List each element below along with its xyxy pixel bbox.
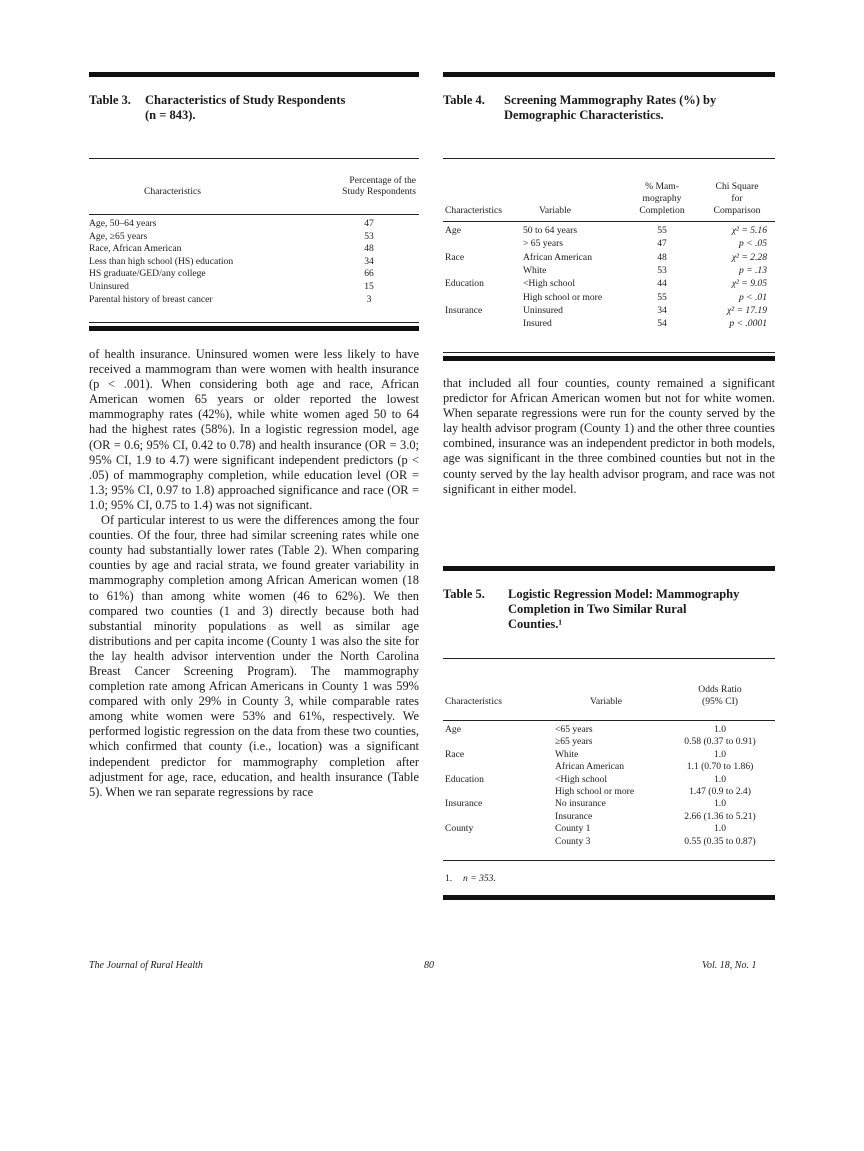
table-4-row-percentage: 48 xyxy=(657,251,667,263)
table-4-row-variable: > 65 years xyxy=(523,238,564,250)
table-4-row-variable: Insured xyxy=(523,318,552,330)
table-5-title-line2: Completion in Two Similar Rural xyxy=(508,602,687,616)
right-body-text xyxy=(443,376,775,497)
left-paragraph-1: of health insurance. Uninsured women were less likely to have received a mammogram than were women with health insurance (p < .001). When considering both age and race, African American women 65 years or older reported the lowest mammography rates (42%), while white women aged 50 to 64 had the highest rates (58%). In a logistic regression model, age (OR = 0.6; 95% CI, 0.42 to 0.78) and health insurance (OR = 3.0; 95% CI, 1.9 to 4.7) were significant independent predictors (p < .05) of mammography completion, while education level (OR = 1.3; 95% CI, 0.97 to 1.8) approached significance and race (OR = 1.0; 95% CI, 0.75 to 1.4) was not significant. xyxy=(89,347,419,512)
table-5-row-odds-ratio: 0.55 (0.35 to 0.87) xyxy=(684,835,756,847)
table-5-footnote-number: 1. xyxy=(445,873,453,884)
table-4-header-mammography-line2: mography xyxy=(642,193,682,204)
table-4-row-variable: White xyxy=(523,264,547,276)
table-5-header-variable: Variable xyxy=(590,696,622,707)
table-5-footnote-text: n = 353. xyxy=(463,873,496,884)
table-4-bottom-thin-rule xyxy=(443,352,775,353)
table-3-caption xyxy=(89,93,419,123)
table-3-row-value: 15 xyxy=(364,281,374,292)
table-3-row-value: 48 xyxy=(364,243,374,255)
table-4-header-chi-line1: Chi Square xyxy=(715,181,759,192)
table-3-label: Table 3. xyxy=(89,93,131,107)
table-3-header-characteristics: Characteristics xyxy=(144,186,202,197)
table-3-header xyxy=(89,159,419,214)
table-5-row-characteristic: Race xyxy=(445,748,465,760)
table-5-row-odds-ratio: 1.0 xyxy=(714,748,726,760)
table-5-row-variable: <High school xyxy=(555,773,608,785)
table-4-row-characteristic: Age xyxy=(445,225,461,236)
table-4-header xyxy=(443,159,775,218)
right-paragraph-1: that included all four counties, county remained a significant predictor for African American women but not for white women. When separate regressions were run for the county served by the lay health advisor program (County 1) and the other three counties combined, insurance was an independent predictor in both models, age was significant in the three combined counties but not in the county served by the lay health advisor program, and race was not significant in either model. xyxy=(443,376,775,496)
table-5-row-variable: County 1 xyxy=(555,823,591,835)
table-4-row-characteristic: Education xyxy=(445,278,484,290)
table-5-row-variable: African American xyxy=(555,761,624,773)
table-5-row-odds-ratio: 1.0 xyxy=(714,724,726,735)
table-4-row-variable: Uninsured xyxy=(523,304,563,316)
table-4-row-percentage: 34 xyxy=(657,304,667,316)
table-4-row-characteristic: Insurance xyxy=(445,304,483,316)
table-4-header-mammography-line1: % Mam- xyxy=(645,181,679,192)
table-3-row-value: 66 xyxy=(364,268,374,280)
table-4-row-characteristic: Race xyxy=(445,251,465,263)
table-5-body xyxy=(443,724,775,848)
table-3-bottom-rule xyxy=(89,326,419,331)
footer-page-number: 80 xyxy=(424,960,434,971)
table-4-bottom-rule xyxy=(443,356,775,361)
table-4-title-line1: Screening Mammography Rates (%) by xyxy=(504,93,717,107)
table-5-row-characteristic: Education xyxy=(445,773,484,785)
table-3-row-value: 53 xyxy=(364,230,374,242)
table-4-row-chi-square: χ² = 17.19 xyxy=(727,304,767,316)
table-5-row-variable: High school or more xyxy=(555,786,635,797)
table-5-top-rule xyxy=(443,566,775,571)
table-3-top-rule xyxy=(89,72,419,77)
table-3-row-value: 47 xyxy=(364,218,374,229)
table-4-row-percentage: 55 xyxy=(657,225,667,236)
table-3-row-label: HS graduate/GED/any college xyxy=(89,268,206,280)
table-4-row-chi-square: p < .05 xyxy=(738,238,767,250)
table-3-row-label: Age, ≥65 years xyxy=(89,230,148,242)
table-5-row-odds-ratio: 1.0 xyxy=(714,798,726,810)
table-4-header-characteristics: Characteristics xyxy=(445,205,503,216)
table-3-header-percentage-line2: Study Respondents xyxy=(342,186,416,197)
table-4-row-variable: High school or more xyxy=(523,291,603,303)
left-body-text xyxy=(89,347,419,800)
table-5-header-odds-ratio-line2: (95% CI) xyxy=(702,696,738,707)
table-4-header-rule xyxy=(443,221,775,222)
footer-volume: Vol. 18, No. 1 xyxy=(702,960,757,971)
table-4-row-percentage: 54 xyxy=(657,318,667,330)
table-5-bottom-rule xyxy=(443,895,775,900)
table-5-footnote xyxy=(443,861,775,889)
table-4-header-variable: Variable xyxy=(539,205,571,216)
table-5-row-variable: County 3 xyxy=(555,835,591,847)
table-4-row-variable: <High school xyxy=(523,278,576,290)
table-3-row-label: Race, African American xyxy=(89,243,182,255)
table-4-row-variable: 50 to 64 years xyxy=(523,225,578,236)
table-4-row-percentage: 53 xyxy=(657,264,667,276)
table-3-header-rule xyxy=(89,214,419,215)
table-3-row-label: Less than high school (HS) education xyxy=(89,255,234,267)
table-4-row-chi-square: χ² = 9.05 xyxy=(731,278,767,290)
footer-journal-name: The Journal of Rural Health xyxy=(89,960,203,971)
table-5-row-variable: ≥65 years xyxy=(555,736,593,748)
table-4-row-variable: African American xyxy=(523,251,592,263)
table-4 xyxy=(443,72,775,361)
table-3-bottom-thin-rule xyxy=(89,322,419,323)
table-4-body xyxy=(443,225,775,331)
table-5-label: Table 5. xyxy=(443,587,485,601)
table-4-row-chi-square: χ² = 5.16 xyxy=(731,225,767,236)
table-5-row-variable: <65 years xyxy=(555,724,593,735)
table-3-row-value: 34 xyxy=(364,255,374,267)
table-4-row-percentage: 44 xyxy=(657,278,667,290)
table-5-header-rule xyxy=(443,720,775,721)
table-5-row-odds-ratio: 0.58 (0.37 to 0.91) xyxy=(684,736,756,748)
table-4-header-chi-line2: for xyxy=(731,193,743,204)
table-3 xyxy=(89,72,419,331)
table-5-row-characteristic: Age xyxy=(445,724,461,735)
table-3-title: Characteristics of Study Respondents xyxy=(145,93,346,107)
table-5 xyxy=(443,566,775,900)
table-4-label: Table 4. xyxy=(443,93,485,107)
table-3-row-value: 3 xyxy=(366,293,372,305)
table-5-row-odds-ratio: 2.66 (1.36 to 5.21) xyxy=(684,810,756,822)
table-3-row-label: Uninsured xyxy=(89,281,129,292)
table-5-row-odds-ratio: 1.1 (0.70 to 1.86) xyxy=(686,761,754,773)
table-4-row-percentage: 47 xyxy=(657,238,667,250)
table-3-row-label: Parental history of breast cancer xyxy=(89,293,213,305)
table-5-row-odds-ratio: 1.0 xyxy=(714,823,726,835)
table-5-row-odds-ratio: 1.0 xyxy=(714,773,726,785)
table-4-header-chi-line3: Comparison xyxy=(713,205,761,216)
table-4-header-mammography-line3: Completion xyxy=(639,205,685,216)
table-5-title-line3: Counties.¹ xyxy=(508,617,563,631)
table-4-row-chi-square: p < .0001 xyxy=(729,318,767,330)
table-3-subtitle: (n = 843). xyxy=(145,108,196,122)
table-5-header-odds-ratio-line1: Odds Ratio xyxy=(698,684,742,695)
table-5-row-variable: No insurance xyxy=(555,798,606,810)
table-3-body xyxy=(89,218,419,308)
table-4-row-chi-square: p = .13 xyxy=(738,264,767,276)
table-5-header xyxy=(443,659,775,710)
table-3-row-label: Age, 50–64 years xyxy=(89,218,157,229)
table-4-row-percentage: 55 xyxy=(657,291,667,303)
table-4-row-chi-square: p < .01 xyxy=(738,291,767,303)
table-5-row-odds-ratio: 1.47 (0.9 to 2.4) xyxy=(689,786,751,797)
table-5-title-line1: Logistic Regression Model: Mammography xyxy=(508,587,740,601)
table-4-caption xyxy=(443,93,775,123)
table-5-row-variable: Insurance xyxy=(555,810,593,822)
table-3-header-percentage-line1: Percentage of the xyxy=(349,175,416,186)
table-5-row-characteristic: Insurance xyxy=(445,798,483,810)
left-paragraph-2: Of particular interest to us were the differences among the four counties. Of the four, three had similar screening rates while one county had substantially lower rates (Table 2). When comparing counties by age and racial strata, we found greater variability in mammography completion among African American women (18 to 61%) than among white women (46 to 62%). We then compared two counties (1 and 3) directly because both had substantial minority populations as well as similar age distributions and per capita income (County 1 was also the site for the lay health advisor intervention under the North Carolina Breast Cancer Screening Program). The mammography completion rate among African Americans in County 1 was 59% compared with only 29% in County 3, while comparable rates among white women were 53% and 61%, respectively. We performed logistic regression on the data from these two counties, which confirmed that county (i.e., location) was a significant independent predictor for mammography completion after adjustment for age, race, education, and health insurance (Table 5). When we ran separate regressions by race xyxy=(89,513,419,799)
table-5-row-characteristic: County xyxy=(445,823,474,835)
table-5-row-variable: White xyxy=(555,748,579,760)
table-4-row-chi-square: χ² = 2.28 xyxy=(731,251,767,263)
table-5-header-characteristics: Characteristics xyxy=(445,696,503,707)
table-4-title-line2: Demographic Characteristics. xyxy=(504,108,664,122)
table-5-caption xyxy=(443,587,775,632)
table-4-top-rule xyxy=(443,72,775,77)
